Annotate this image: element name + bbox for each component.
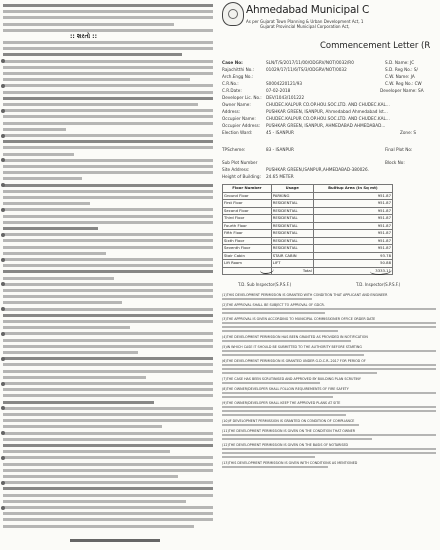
field-row: Address: bbox=[222, 109, 241, 114]
condition-text-line bbox=[222, 448, 436, 450]
gujarati-text-line bbox=[3, 233, 213, 236]
area-cell: 951.87 bbox=[313, 215, 392, 223]
commencement-letter bbox=[220, 0, 440, 550]
gujarati-text-line bbox=[3, 171, 213, 174]
floor-name-cell: Ground Floor bbox=[223, 192, 272, 200]
field-value: 07-02-2018 bbox=[266, 88, 291, 93]
field-row: Rajachitthi No.: bbox=[222, 67, 255, 72]
block-no: Block No: bbox=[385, 160, 405, 165]
floor-area-table bbox=[222, 184, 393, 275]
gujarati-text-line bbox=[3, 401, 154, 404]
gujarati-text-line bbox=[3, 190, 213, 193]
condition-text-line bbox=[222, 406, 436, 408]
field-row: Occupier Address: bbox=[222, 123, 261, 128]
gujarati-text-line bbox=[3, 339, 213, 342]
area-cell: 951.87 bbox=[313, 237, 392, 245]
gujarati-text-line bbox=[3, 165, 213, 168]
table-row bbox=[223, 230, 393, 238]
final-plot-no: Final Plot No: bbox=[385, 147, 413, 152]
gujarati-text-line bbox=[3, 78, 190, 81]
area-cell: 951.87 bbox=[313, 230, 392, 238]
act-line-1: As per Gujarat Town Planning & Urban Development Act, 1 bbox=[246, 19, 364, 24]
field-row: Height of Building: bbox=[222, 174, 261, 179]
field-value: 24.65 METER bbox=[266, 174, 294, 179]
condition-number-marker bbox=[1, 109, 5, 113]
gujarati-text-line bbox=[3, 196, 213, 199]
field-row: C.R.No.: bbox=[222, 81, 239, 86]
gujarati-text-line bbox=[3, 140, 213, 143]
col-usage: Usage bbox=[271, 185, 313, 193]
floor-name-cell: Sixth Floor bbox=[223, 237, 272, 245]
condition-number-marker bbox=[1, 382, 5, 386]
gujarati-text-line bbox=[3, 10, 213, 13]
condition-number-marker bbox=[1, 481, 5, 485]
usage-cell: PARKING bbox=[271, 192, 313, 200]
gujarati-text-line bbox=[3, 345, 213, 348]
condition-text-line bbox=[222, 452, 436, 454]
condition-text-line bbox=[222, 382, 320, 384]
gujarati-text-line bbox=[3, 456, 213, 459]
floor-table-body bbox=[223, 192, 393, 267]
table-row bbox=[223, 222, 393, 230]
cw-name: C.W. Name: JA bbox=[385, 74, 415, 79]
left-footer-line bbox=[70, 539, 160, 542]
gujarati-text-line bbox=[3, 41, 213, 44]
gujarati-text-line bbox=[3, 159, 213, 162]
gujarati-text-line bbox=[3, 394, 213, 397]
field-row: Election Ward: bbox=[222, 130, 253, 135]
gujarati-text-line bbox=[3, 308, 213, 311]
floor-name-cell: Third Floor bbox=[223, 215, 272, 223]
area-cell: 951.87 bbox=[313, 207, 392, 215]
table-row bbox=[223, 192, 393, 200]
gujarati-text-line bbox=[3, 388, 213, 391]
total-label: Total bbox=[271, 267, 313, 275]
condition-text-line bbox=[222, 298, 312, 300]
gujarati-text-line bbox=[3, 301, 122, 304]
gujarati-text-line bbox=[3, 407, 213, 410]
floor-name-cell: Fourth Floor bbox=[223, 222, 272, 230]
condition-number-marker bbox=[1, 357, 5, 361]
usage-cell: LIFT bbox=[271, 260, 313, 268]
act-line-2: Gujarat Provincial Municipal Corporation Act, bbox=[260, 24, 350, 29]
signature-left-label: T.D. Sub Inspector(S.P.S.F.) bbox=[238, 282, 292, 287]
field-value: PUSHKAR GREEN,ISANPUR,AHMEDABAD-380026. bbox=[266, 167, 369, 172]
gujarati-text-line bbox=[3, 289, 213, 292]
gujarati-text-line bbox=[3, 60, 213, 63]
gujarati-text-line bbox=[3, 4, 213, 7]
gujarati-text-line bbox=[3, 153, 74, 156]
area-cell: 50.88 bbox=[313, 260, 392, 268]
gujarati-text-line bbox=[3, 277, 114, 280]
floor-name-cell: Fifth Floor bbox=[223, 230, 272, 238]
gujarati-text-line bbox=[3, 283, 213, 286]
table-row bbox=[223, 200, 393, 208]
gujarati-text-line bbox=[3, 184, 213, 187]
gujarati-text-line bbox=[3, 146, 213, 149]
amc-emblem-icon bbox=[222, 2, 244, 26]
condition-text-line bbox=[222, 466, 328, 468]
field-value: CHUDEC.KALPUR CO.OP.HOU.SOC.LTD. AND CHUDEC.KAL... bbox=[266, 102, 390, 107]
total-value: 3333.11 bbox=[313, 267, 392, 275]
condition-item: (10)IF DEVELOPMENT PERMISSION IS GRANTED ON CONDITION OF COMPLIANCE bbox=[222, 419, 355, 423]
developer-name: Developer Name: SA bbox=[380, 88, 424, 93]
condition-text-line bbox=[222, 350, 436, 352]
field-row: TPScheme: bbox=[222, 147, 246, 152]
table-row bbox=[223, 245, 393, 253]
field-row: Case No: bbox=[222, 60, 243, 65]
gujarati-text-line bbox=[3, 314, 213, 317]
condition-item: (1)THIS DEVELOPMENT PERMISSION IS GRANTED WITH CONDITION THAT APPLICANT AND ENGINEER bbox=[222, 293, 388, 297]
condition-text-line bbox=[222, 410, 436, 412]
gujarati-text-line bbox=[3, 109, 213, 112]
gujarati-text-line bbox=[3, 115, 213, 118]
gujarati-text-line bbox=[3, 419, 213, 422]
gujarati-text-line bbox=[3, 128, 66, 131]
gujarati-text-line bbox=[3, 177, 82, 180]
table-row bbox=[223, 260, 393, 268]
gujarati-text-line bbox=[3, 258, 213, 261]
gujarati-text-line bbox=[3, 376, 146, 379]
usage-cell: RESIDENTIAL bbox=[271, 222, 313, 230]
condition-text-line bbox=[222, 354, 364, 356]
col-builtup-area: Builtup Area (In Sq mt) bbox=[313, 185, 392, 193]
field-row: Arch.Engg No.: bbox=[222, 74, 254, 79]
gujarati-text-line bbox=[3, 47, 213, 50]
condition-text-line bbox=[222, 434, 436, 436]
field-row: Site Address: bbox=[222, 167, 250, 172]
condition-text-line bbox=[222, 364, 436, 366]
usage-cell: STAIR CABIN bbox=[271, 252, 313, 260]
gujarati-text-line bbox=[3, 215, 213, 218]
condition-item: (12)THE DEVELOPMENT PERMISSION IS GIVEN ON THE BASIS OF NOTARISED bbox=[222, 443, 349, 447]
gujarati-text-line bbox=[3, 332, 213, 335]
condition-item: (8)THE OWNER/DEVELOPER SHALL FOLLOW REQUIREMENTS OF FIRE SAFETY bbox=[222, 387, 349, 391]
gujarati-text-line bbox=[3, 252, 106, 255]
condition-item: (4)THE DEVELOPMENT PERMISSION HAS BEEN GRANTED AS PROVIDED IN NOTIFICATION bbox=[222, 335, 368, 339]
condition-number-marker bbox=[1, 134, 5, 138]
field-value: S0004220121/93 bbox=[266, 81, 303, 86]
gujarati-text-line bbox=[3, 295, 213, 298]
gujarati-text-line bbox=[3, 97, 213, 100]
gujarati-text-line bbox=[3, 221, 213, 224]
condition-text-line bbox=[222, 308, 436, 310]
gujarati-text-line bbox=[3, 53, 182, 56]
condition-number-marker bbox=[1, 233, 5, 237]
field-value: CHUDEC.KALPUR CO.OP.HOU.SOC.LTD. AND CHUDEC.KAL... bbox=[266, 116, 390, 121]
condition-text-line bbox=[222, 312, 325, 314]
gujarati-text-line bbox=[3, 512, 213, 515]
condition-text-line bbox=[222, 368, 436, 370]
condition-text-line bbox=[222, 340, 351, 342]
condition-text-line bbox=[222, 330, 338, 332]
gujarati-text-line bbox=[3, 103, 198, 106]
condition-item: (7)THE CASE HAS BEEN SCRUTINISED AND APPROVED BY BUILDING PLAN SCRUTINY bbox=[222, 377, 361, 381]
signature-right-label: T.D. Inspector(S.P.S.F.) bbox=[356, 282, 401, 287]
field-value: PUSHKAR GREEN, ISANPUR, AHMEDABAD AHMEDABAD... bbox=[266, 123, 386, 128]
gujarati-text-line bbox=[3, 66, 213, 69]
table-row bbox=[223, 207, 393, 215]
gujarati-text-line bbox=[3, 481, 213, 484]
gujarati-text-line bbox=[3, 246, 213, 249]
usage-cell: RESIDENTIAL bbox=[271, 200, 313, 208]
gujarati-text-line bbox=[3, 425, 162, 428]
gujarati-text-line bbox=[3, 23, 174, 26]
gujarati-text-line bbox=[3, 208, 213, 211]
field-row: C.R.Date: bbox=[222, 88, 242, 93]
field-value: 83 - ISANPUR bbox=[266, 147, 294, 152]
gujarati-text-line bbox=[3, 351, 138, 354]
gujarati-text-line bbox=[3, 432, 213, 435]
condition-number-marker bbox=[1, 456, 5, 460]
field-value: PUSHKAR GREEN, ISANPUR, Ahmedabad Ahmedabad Ist... bbox=[266, 109, 388, 114]
gujarati-text-line bbox=[3, 239, 213, 242]
table-row bbox=[223, 237, 393, 245]
floor-name-cell: Lift Room bbox=[223, 260, 272, 268]
gujarati-text-line bbox=[3, 463, 213, 466]
gujarati-text-line bbox=[3, 326, 130, 329]
usage-cell: RESIDENTIAL bbox=[271, 207, 313, 215]
document-title: Commencement Letter (R bbox=[320, 41, 431, 51]
gujarati-text-line bbox=[3, 202, 90, 205]
condition-item: (9)THE OWNER/DEVELOPER SHALL KEEP THE APPROVED PLANS AT SITE bbox=[222, 401, 341, 405]
gujarati-text-line bbox=[3, 500, 186, 503]
zone: Zone: S bbox=[400, 130, 417, 135]
sd-reg: S.D. Reg No.: S/ bbox=[385, 67, 418, 72]
condition-number-marker bbox=[1, 84, 5, 88]
gujarati-text-line bbox=[3, 72, 213, 75]
gujarati-conditions-column bbox=[0, 0, 218, 550]
condition-text-line bbox=[222, 392, 436, 394]
condition-text-line bbox=[222, 414, 346, 416]
table-row bbox=[223, 215, 393, 223]
condition-number-marker bbox=[1, 258, 5, 262]
gujarati-text-line bbox=[3, 370, 213, 373]
field-value: 01029/17/11/6/TS/3/ODGRV/NOT/0032 bbox=[266, 67, 347, 72]
gujarati-text-line bbox=[3, 382, 213, 385]
condition-text-line bbox=[222, 438, 372, 440]
condition-item: (11)THE DEVELOPMENT PERMISSION IS GIVEN ON THE CONDITION THAT OWNER bbox=[222, 429, 356, 433]
floor-name-cell: Second Floor bbox=[223, 207, 272, 215]
condition-item: (6)THE DEVELOPMENT PERMISSION IS GRANTED UNDER G.D.C.R.-2017 FOR PERIOD OF bbox=[222, 359, 366, 363]
area-cell: 951.87 bbox=[313, 192, 392, 200]
usage-cell: RESIDENTIAL bbox=[271, 215, 313, 223]
gujarati-text-line bbox=[3, 227, 98, 230]
gujarati-text-line bbox=[3, 320, 213, 323]
gujarati-text-line bbox=[3, 413, 213, 416]
gujarati-text-line bbox=[3, 91, 213, 94]
condition-number-marker bbox=[1, 208, 5, 212]
area-cell: 93.78 bbox=[313, 252, 392, 260]
gujarati-text-line bbox=[3, 469, 213, 472]
area-cell: 951.87 bbox=[313, 245, 392, 253]
condition-text-line bbox=[222, 424, 359, 426]
field-value: 45 - ISANPUR bbox=[266, 130, 294, 135]
condition-item: (13)THIS DEVELOPMENT PERMISSION IS GIVEN WITH CONDITIONS AS MENTIONED bbox=[222, 461, 358, 465]
usage-cell: RESIDENTIAL bbox=[271, 245, 313, 253]
usage-cell: RESIDENTIAL bbox=[271, 237, 313, 245]
field-row: Developer Lic. No.: bbox=[222, 95, 262, 100]
condition-item: (2)THE APPROVAL SHALL BE SUBJECT TO APPROVAL OF GDCR. bbox=[222, 303, 325, 307]
field-row: Owner Name: bbox=[222, 102, 251, 107]
condition-item: (3)THE APPROVAL IS GIVEN ACCORDING TO MUNICIPAL COMMISSIONER OFFICE ORDER DATE bbox=[222, 317, 376, 321]
sd-name: S.D. Name: JC bbox=[385, 60, 415, 65]
condition-text-line bbox=[222, 326, 436, 328]
gujarati-text-line bbox=[3, 518, 213, 521]
condition-number-marker bbox=[1, 506, 5, 510]
gujarati-text-line bbox=[3, 134, 213, 137]
gujarati-text-line bbox=[3, 84, 213, 87]
table-header-row bbox=[223, 185, 393, 193]
field-value: SLN/T/S/2017/11/00/ODGRV/NOT/0032/R0 bbox=[266, 60, 354, 65]
col-floor-number: Floor Number bbox=[223, 185, 272, 193]
condition-text-line bbox=[222, 372, 377, 374]
gujarati-text-line bbox=[3, 29, 213, 32]
floor-name-cell: Stair Cabin bbox=[223, 252, 272, 260]
gujarati-text-line bbox=[3, 475, 178, 478]
gujarati-text-line bbox=[3, 16, 213, 19]
field-row: Occupier Name: bbox=[222, 116, 256, 121]
gujarati-text-line bbox=[3, 264, 213, 267]
table-row bbox=[223, 252, 393, 260]
gujarati-text-line bbox=[3, 525, 194, 528]
condition-number-marker bbox=[1, 332, 5, 336]
field-row: Sub Plot Number bbox=[222, 160, 258, 165]
field-value: DEV/1043/101222 bbox=[266, 95, 305, 100]
org-name: Ahmedabad Municipal C bbox=[246, 4, 370, 16]
gujarati-text-line bbox=[3, 450, 170, 453]
gujarati-text-line bbox=[3, 494, 213, 497]
gujarati-text-line bbox=[3, 270, 213, 273]
gujarati-text-line bbox=[3, 487, 213, 490]
gujarati-text-line bbox=[3, 444, 213, 447]
gujarati-text-line bbox=[3, 122, 213, 125]
gujarati-text-line bbox=[3, 357, 213, 360]
conditions-heading: :: શરતો :: bbox=[70, 33, 97, 40]
condition-item: (5)IN WHICH CASE IT SHOULD BE SUBMITTED TO THE AUTHORITY BEFORE STARTING bbox=[222, 345, 362, 349]
condition-text-line bbox=[222, 322, 436, 324]
gujarati-text-line bbox=[3, 438, 213, 441]
table-total-row bbox=[223, 267, 393, 275]
gujarati-text-line bbox=[3, 363, 213, 366]
usage-cell: RESIDENTIAL bbox=[271, 230, 313, 238]
floor-name-cell: Seventh Floor bbox=[223, 245, 272, 253]
area-cell: 951.87 bbox=[313, 222, 392, 230]
gujarati-text-line bbox=[3, 506, 213, 509]
floor-name-cell: First Floor bbox=[223, 200, 272, 208]
condition-text-line bbox=[222, 396, 333, 398]
cw-reg: C.W. Reg No.: CW bbox=[385, 81, 422, 86]
condition-text-line bbox=[222, 456, 315, 458]
area-cell: 951.87 bbox=[313, 200, 392, 208]
